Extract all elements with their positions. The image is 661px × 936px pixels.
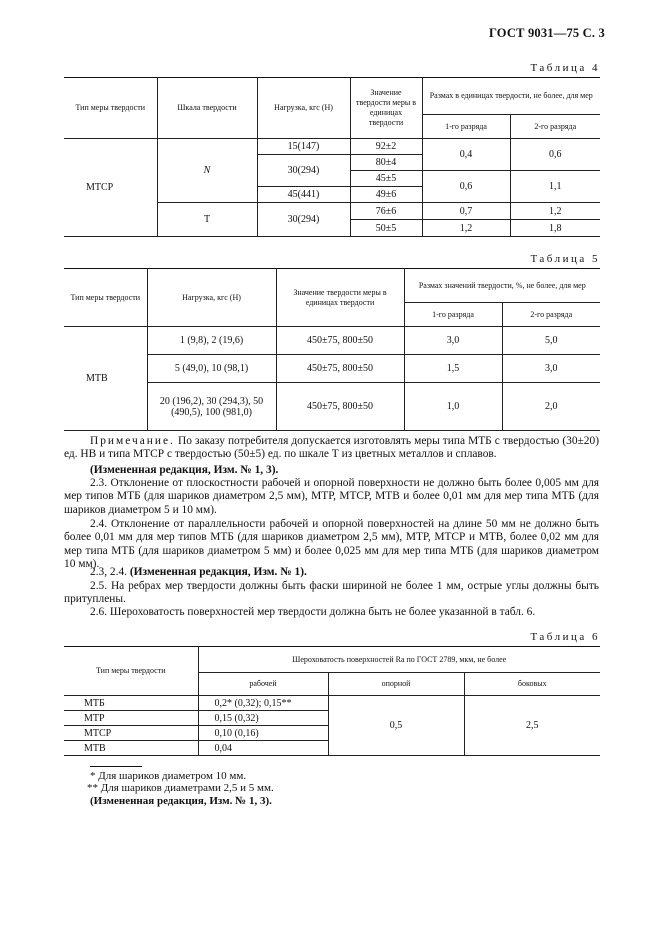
t5-load: 5 (49,0), 10 (98,1) (147, 355, 276, 383)
t6-work: 0,15 (0,32) (198, 711, 328, 726)
t4-scale-t: Т (157, 203, 257, 237)
t4-scale-n: N (157, 139, 257, 203)
t4-value: 45±5 (350, 171, 422, 187)
t4-head-load: Нагрузка, кгс (Н) (257, 78, 350, 139)
t5-head-range: Размах значений твердости, %, не более, для мер (404, 269, 600, 303)
t4-range1: 0,7 (422, 203, 510, 220)
t5-value: 450±75, 800±50 (276, 355, 404, 383)
t6-type: МТБ (64, 696, 198, 711)
table5-caption: Таблица 5 (530, 253, 600, 265)
t4-range1: 0,4 (422, 139, 510, 171)
t4-range1: 0,6 (422, 171, 510, 203)
paragraph-2-6: 2.6. Шероховатость поверхностей мер твердости должна быть не более указанной в табл. 6. (90, 606, 536, 618)
t4-head-cls1: 1-го разряда (422, 115, 510, 139)
t6-head-type: Тип меры твердости (64, 647, 198, 696)
note-paragraph (64, 435, 599, 462)
t6-side: 2,5 (464, 696, 600, 756)
t6-head-work: рабочей (198, 673, 328, 696)
edit-note-1: (Измененная редакция, Изм. № 1, 3). (90, 464, 279, 476)
t4-range2: 1,2 (510, 203, 600, 220)
t6-support: 0,5 (328, 696, 464, 756)
t6-head-side: боковых (464, 673, 600, 696)
page-header: ГОСТ 9031—75 С. 3 (488, 26, 605, 40)
t6-type: МТСР (64, 726, 198, 741)
table5 (64, 268, 600, 431)
t5-range2: 5,0 (502, 327, 600, 355)
t4-type-mtsr: МТСР (64, 139, 157, 237)
t4-range2: 0,6 (510, 139, 600, 171)
t4-value: 76±6 (350, 203, 422, 220)
table4-caption: Таблица 4 (530, 62, 600, 74)
paragraph-2-5: 2.5. На ребрах мер твердости должны быть фаски шириной не более 1 мм, острые углы должны быть притуплены. (64, 580, 599, 606)
footnote-2: ** Для шариков диаметрами 2,5 и 5 мм. (87, 782, 274, 794)
t4-value: 49±6 (350, 187, 422, 203)
edit-note-2-prefix: 2.3, 2.4. (90, 566, 128, 578)
t4-head-range: Размах в единицах твердости, не более, для мер (422, 78, 600, 115)
edit-note-2 (64, 566, 599, 579)
table6-caption: Таблица 6 (530, 631, 600, 643)
t5-value: 450±75, 800±50 (276, 327, 404, 355)
t4-load: 45(441) (257, 187, 350, 203)
t5-head-load: Нагрузка, кгс (Н) (147, 269, 276, 327)
note-body: По заказу потребителя допускается изготовлять меры типа МТБ с твердостью (30±20) ед. НВ и типа МТСР с твердостью (50±5) ед. по шкале Т из цветных металлов и сплавов. (64, 435, 599, 461)
t5-range2: 2,0 (502, 383, 600, 431)
t5-head-cls1: 1-го разряда (404, 303, 502, 327)
t4-value: 80±4 (350, 155, 422, 171)
t4-value: 92±2 (350, 139, 422, 155)
t5-type-mtv: МТВ (64, 327, 147, 431)
edit-note-2-text: (Измененная редакция, Изм. № 1). (129, 566, 307, 578)
t4-value: 50±5 (350, 220, 422, 237)
t4-head-cls2: 2-го разряда (510, 115, 600, 139)
t6-type: МТВ (64, 741, 198, 756)
t4-range2: 1,1 (510, 171, 600, 203)
t5-range1: 1,0 (404, 383, 502, 431)
t6-head-roughness: Шероховатость поверхностей Ra по ГОСТ 2789, мкм, не более (198, 647, 600, 673)
table6 (64, 646, 600, 756)
paragraph-2-4: 2.4. Отклонение от параллельности рабочей и опорной поверхностей на длине 50 мм не должно быть более 0,01 мм для мер типов МТБ (для шариков диаметром 2,5 мм), МТР, МТСР и МТВ, более 0,02 мм для мер типа МТБ (для шариков диаметром 5 мм) и более 0,025 мм для мер типа МТБ (для шариков диаметром 10 мм). (64, 518, 599, 571)
t5-load: 20 (196,2), 30 (294,3), 50 (490,5), 100 (981,0) (147, 383, 276, 431)
t4-load: 15(147) (257, 139, 350, 155)
t6-head-support: опорной (328, 673, 464, 696)
t5-range1: 3,0 (404, 327, 502, 355)
footnote-1: * Для шариков диаметром 10 мм. (90, 770, 247, 782)
t5-load: 1 (9,8), 2 (19,6) (147, 327, 276, 355)
t4-head-type: Тип меры твердости (64, 78, 157, 139)
t4-load: 30(294) (257, 203, 350, 237)
t5-range1: 1,5 (404, 355, 502, 383)
t4-range1: 1,2 (422, 220, 510, 237)
t4-load: 30(294) (257, 155, 350, 187)
t6-work: 0,10 (0,16) (198, 726, 328, 741)
t5-range2: 3,0 (502, 355, 600, 383)
t5-head-type: Тип меры твердости (64, 269, 147, 327)
footnote-divider (90, 766, 142, 767)
t6-work: 0,2* (0,32); 0,15** (198, 696, 328, 711)
table4 (64, 77, 600, 237)
t5-value: 450±75, 800±50 (276, 383, 404, 431)
t6-work: 0,04 (198, 741, 328, 756)
footnote-edit: (Измененная редакция, Изм. № 1, 3). (90, 795, 272, 807)
t6-type: МТР (64, 711, 198, 726)
t4-range2: 1,8 (510, 220, 600, 237)
t4-head-value: Значение твердости меры в единицах твердости (350, 78, 422, 139)
note-label: Примечание. (90, 435, 175, 447)
t5-head-cls2: 2-го разряда (502, 303, 600, 327)
paragraph-2-3: 2.3. Отклонение от плоскостности рабочей и опорной поверхности не должно быть более 0,005 мм для мер типов МТБ (для шариков диаметром 2,5 мм), МТР, МТСР, МТВ и более 0,01 мм для мер типа МТБ (для шариков диаметром 5 и 10 мм). (64, 477, 599, 516)
t4-head-scale: Шкала твердости (157, 78, 257, 139)
t5-head-value: Значение твердости меры в единицах твердости (276, 269, 404, 327)
